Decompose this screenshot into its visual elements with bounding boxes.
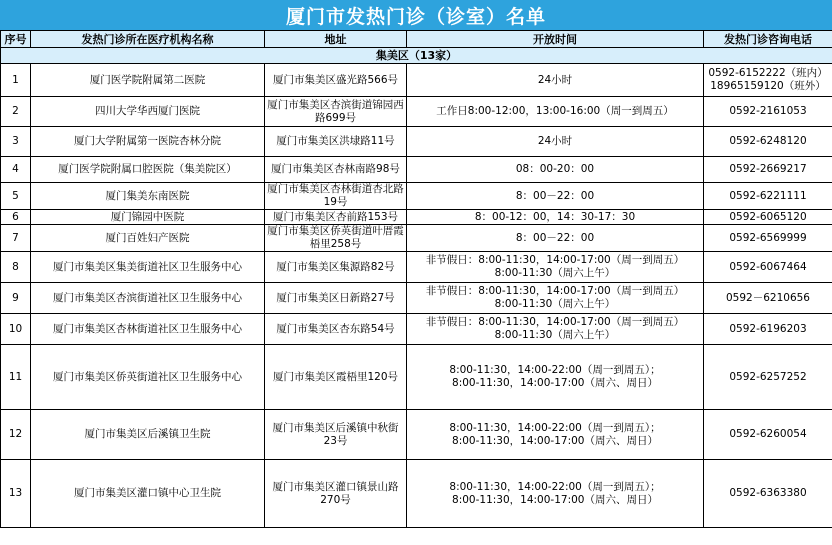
cell-name-line: 厦门市集美区杏滨街道社区卫生服务中心 bbox=[53, 291, 242, 304]
cell-phone bbox=[704, 210, 832, 225]
cell-seq bbox=[1, 460, 31, 528]
cell-address-line: 厦门市集美区霞梧里120号 bbox=[272, 370, 399, 383]
cell-phone-line: 0592-6248120 bbox=[729, 135, 807, 147]
cell-address-line: 厦门市集美区洪埭路11号 bbox=[276, 135, 395, 147]
cell-phone-line: 0592-6152222（班内） bbox=[708, 67, 828, 79]
cell-address-line: 厦门市集美区盛光路566号 bbox=[272, 73, 399, 86]
cell-hours bbox=[407, 97, 704, 127]
cell-address-line: 厦门市集美区日新路27号 bbox=[276, 291, 395, 304]
header-address: 地址 bbox=[265, 31, 407, 48]
cell-hours bbox=[407, 183, 704, 210]
page-title: 厦门市发热门诊（诊室）名单 bbox=[0, 0, 832, 30]
cell-seq-line: 7 bbox=[12, 231, 19, 244]
cell-address-line: 厦门市集美区后溪镇中秋街23号 bbox=[272, 421, 399, 447]
header-phone: 发热门诊咨询电话 bbox=[704, 31, 832, 48]
table-row bbox=[1, 97, 832, 127]
cell-name bbox=[31, 460, 265, 528]
cell-phone bbox=[704, 252, 832, 283]
cell-hours-line: 8:00-11:30（周六上午） bbox=[494, 267, 616, 279]
cell-address bbox=[265, 283, 407, 314]
table-row bbox=[1, 64, 832, 97]
cell-phone bbox=[704, 345, 832, 410]
cell-address bbox=[265, 97, 407, 127]
cell-seq bbox=[1, 252, 31, 283]
cell-address bbox=[265, 225, 407, 252]
cell-name-line: 厦门医学院附属口腔医院（集美院区） bbox=[58, 163, 237, 175]
cell-hours-line: 8:00-11:30，14:00-17:00（周六、周日） bbox=[452, 434, 658, 447]
table-row bbox=[1, 314, 832, 345]
cell-seq-line: 10 bbox=[8, 322, 23, 335]
cell-phone-line: 0592-6065120 bbox=[729, 210, 807, 223]
cell-address-line: 厦门市集美区杏东路54号 bbox=[276, 322, 395, 335]
cell-hours bbox=[407, 410, 704, 460]
cell-hours-line: 8：00－22：00 bbox=[515, 231, 595, 244]
cell-hours bbox=[407, 210, 704, 225]
cell-name bbox=[31, 410, 265, 460]
cell-phone-line: 0592-6257252 bbox=[729, 370, 807, 383]
cell-hours-line: 8:00-11:30（周六上午） bbox=[494, 298, 616, 310]
cell-name-line: 厦门市集美区杏林街道社区卫生服务中心 bbox=[53, 322, 242, 335]
clinic-table bbox=[0, 30, 832, 528]
cell-name bbox=[31, 157, 265, 183]
cell-name bbox=[31, 252, 265, 283]
cell-address bbox=[265, 252, 407, 283]
cell-seq-line: 12 bbox=[8, 428, 23, 440]
section-label: 集美区（13家） bbox=[1, 48, 832, 64]
cell-phone bbox=[704, 127, 832, 157]
cell-address-line: 厦门市集美区杏前路153号 bbox=[272, 210, 399, 223]
cell-name bbox=[31, 127, 265, 157]
table-row bbox=[1, 183, 832, 210]
cell-address-line: 厦门市集美区杏林街道杏北路19号 bbox=[267, 183, 404, 208]
cell-seq-line: 11 bbox=[8, 370, 23, 383]
table-row bbox=[1, 252, 832, 283]
cell-name-line: 厦门医学院附属第二医院 bbox=[89, 73, 206, 86]
cell-address bbox=[265, 460, 407, 528]
cell-hours-line: 非节假日：8:00-11:30，14:00-17:00（周一到周五） bbox=[425, 254, 685, 266]
cell-hours bbox=[407, 345, 704, 410]
cell-seq-line: 3 bbox=[12, 135, 19, 147]
cell-seq bbox=[1, 410, 31, 460]
cell-hours-line: 8:00-11:30，14:00-17:00（周六、周日） bbox=[452, 377, 658, 389]
cell-phone bbox=[704, 410, 832, 460]
cell-name-line: 厦门集美东南医院 bbox=[105, 189, 190, 202]
cell-hours-line: 8：00-12：00，14：30-17：30 bbox=[474, 210, 636, 223]
cell-hours bbox=[407, 157, 704, 183]
cell-hours-line: 8:00-11:30，14:00-17:00（周六、周日） bbox=[452, 493, 658, 506]
cell-phone-line: 0592-6067464 bbox=[729, 260, 807, 273]
cell-seq-line: 1 bbox=[12, 73, 19, 86]
cell-name-line: 厦门市集美区灌口镇中心卫生院 bbox=[74, 487, 221, 499]
cell-hours-line: 8:00-11:30（周六上午） bbox=[494, 329, 616, 341]
cell-name bbox=[31, 314, 265, 345]
cell-phone bbox=[704, 314, 832, 345]
table-row bbox=[1, 157, 832, 183]
cell-hours bbox=[407, 252, 704, 283]
cell-hours-line: 8:00-11:30，14:00-22:00（周一到周五）； bbox=[449, 480, 661, 493]
cell-phone-line: 0592-6221111 bbox=[729, 189, 807, 202]
table-row bbox=[1, 460, 832, 528]
cell-phone-line: 0592-2161053 bbox=[729, 105, 807, 117]
cell-address bbox=[265, 127, 407, 157]
cell-phone-line: 0592－6210656 bbox=[726, 291, 810, 304]
cell-seq bbox=[1, 64, 31, 97]
cell-seq-line: 2 bbox=[12, 105, 19, 117]
cell-seq-line: 5 bbox=[12, 189, 19, 202]
cell-seq-line: 6 bbox=[12, 210, 19, 223]
cell-address-line: 厦门市集美区灌口镇景山路270号 bbox=[272, 480, 399, 506]
cell-seq bbox=[1, 345, 31, 410]
cell-hours-line: 08：00-20：00 bbox=[515, 163, 595, 175]
cell-seq bbox=[1, 183, 31, 210]
cell-name bbox=[31, 283, 265, 314]
cell-phone-line: 0592-6363380 bbox=[729, 487, 807, 499]
cell-name bbox=[31, 225, 265, 252]
cell-hours-line: 8：00－22：00 bbox=[515, 189, 595, 202]
cell-address bbox=[265, 183, 407, 210]
cell-name-line: 厦门市集美区集美街道社区卫生服务中心 bbox=[53, 260, 242, 273]
cell-seq bbox=[1, 225, 31, 252]
cell-phone bbox=[704, 97, 832, 127]
cell-address bbox=[265, 64, 407, 97]
cell-phone bbox=[704, 283, 832, 314]
cell-seq bbox=[1, 314, 31, 345]
cell-hours bbox=[407, 314, 704, 345]
cell-name bbox=[31, 345, 265, 410]
table-row bbox=[1, 225, 832, 252]
cell-seq-line: 4 bbox=[12, 163, 19, 175]
cell-phone bbox=[704, 225, 832, 252]
table-row bbox=[1, 410, 832, 460]
cell-phone-line: 0592-6569999 bbox=[729, 231, 807, 244]
cell-hours-line: 8:00-11:30，14:00-22:00（周一到周五）； bbox=[449, 421, 661, 434]
cell-seq bbox=[1, 157, 31, 183]
cell-address-line: 厦门市集美区集源路82号 bbox=[276, 260, 395, 273]
cell-hours bbox=[407, 127, 704, 157]
cell-seq-line: 9 bbox=[12, 291, 19, 304]
cell-name-line: 厦门大学附属第一医院杏林分院 bbox=[74, 135, 221, 147]
cell-seq bbox=[1, 127, 31, 157]
cell-hours-line: 24小时 bbox=[537, 73, 573, 86]
header-hours: 开放时间 bbox=[407, 31, 704, 48]
cell-hours bbox=[407, 64, 704, 97]
cell-address-line: 厦门市集美区杏林南路98号 bbox=[271, 163, 400, 175]
cell-phone bbox=[704, 460, 832, 528]
cell-hours-line: 非节假日：8:00-11:30，14:00-17:00（周一到周五） bbox=[425, 285, 685, 297]
table-row bbox=[1, 210, 832, 225]
cell-name bbox=[31, 64, 265, 97]
cell-seq bbox=[1, 210, 31, 225]
section-row bbox=[1, 48, 832, 64]
cell-address bbox=[265, 210, 407, 225]
cell-hours-line: 工作日8:00-12:00，13:00-16:00（周一到周五） bbox=[436, 105, 674, 117]
header-seq: 序号 bbox=[1, 31, 31, 48]
cell-seq bbox=[1, 97, 31, 127]
cell-name-line: 厦门市集美区后溪镇卫生院 bbox=[84, 428, 211, 440]
table-row bbox=[1, 127, 832, 157]
cell-name-line: 四川大学华西厦门医院 bbox=[95, 105, 200, 117]
cell-address-line: 厦门市集美区杏滨街道锦园西路699号 bbox=[267, 98, 404, 124]
cell-name bbox=[31, 183, 265, 210]
cell-address-line: 厦门市集美区侨英街道叶厝霞梧里258号 bbox=[267, 225, 404, 250]
cell-seq-line: 8 bbox=[12, 260, 19, 273]
cell-hours-line: 24小时 bbox=[537, 135, 573, 147]
cell-address bbox=[265, 314, 407, 345]
cell-address bbox=[265, 410, 407, 460]
table-row bbox=[1, 345, 832, 410]
cell-phone-line: 0592-2669217 bbox=[729, 163, 807, 175]
cell-phone bbox=[704, 183, 832, 210]
cell-hours bbox=[407, 225, 704, 252]
cell-hours-line: 8:00-11:30，14:00-22:00（周一到周五）； bbox=[449, 364, 661, 376]
header-name: 发热门诊所在医疗机构名称 bbox=[31, 31, 265, 48]
table-header-row bbox=[1, 31, 832, 48]
cell-name bbox=[31, 97, 265, 127]
cell-hours-line: 非节假日：8:00-11:30，14:00-17:00（周一到周五） bbox=[425, 316, 685, 328]
cell-phone bbox=[704, 64, 832, 97]
cell-name-line: 厦门百姓妇产医院 bbox=[105, 231, 190, 244]
cell-hours bbox=[407, 283, 704, 314]
cell-hours bbox=[407, 460, 704, 528]
cell-name-line: 厦门市集美区侨英街道社区卫生服务中心 bbox=[53, 370, 242, 383]
cell-address bbox=[265, 345, 407, 410]
cell-address bbox=[265, 157, 407, 183]
cell-seq-line: 13 bbox=[8, 487, 23, 499]
cell-name bbox=[31, 210, 265, 225]
cell-phone-line: 0592-6196203 bbox=[729, 322, 807, 335]
cell-phone-line: 18965159120（班外） bbox=[710, 80, 826, 92]
cell-phone bbox=[704, 157, 832, 183]
cell-phone-line: 0592-6260054 bbox=[729, 428, 807, 440]
cell-seq bbox=[1, 283, 31, 314]
table-row bbox=[1, 283, 832, 314]
cell-name-line: 厦门锦园中医院 bbox=[110, 210, 185, 223]
